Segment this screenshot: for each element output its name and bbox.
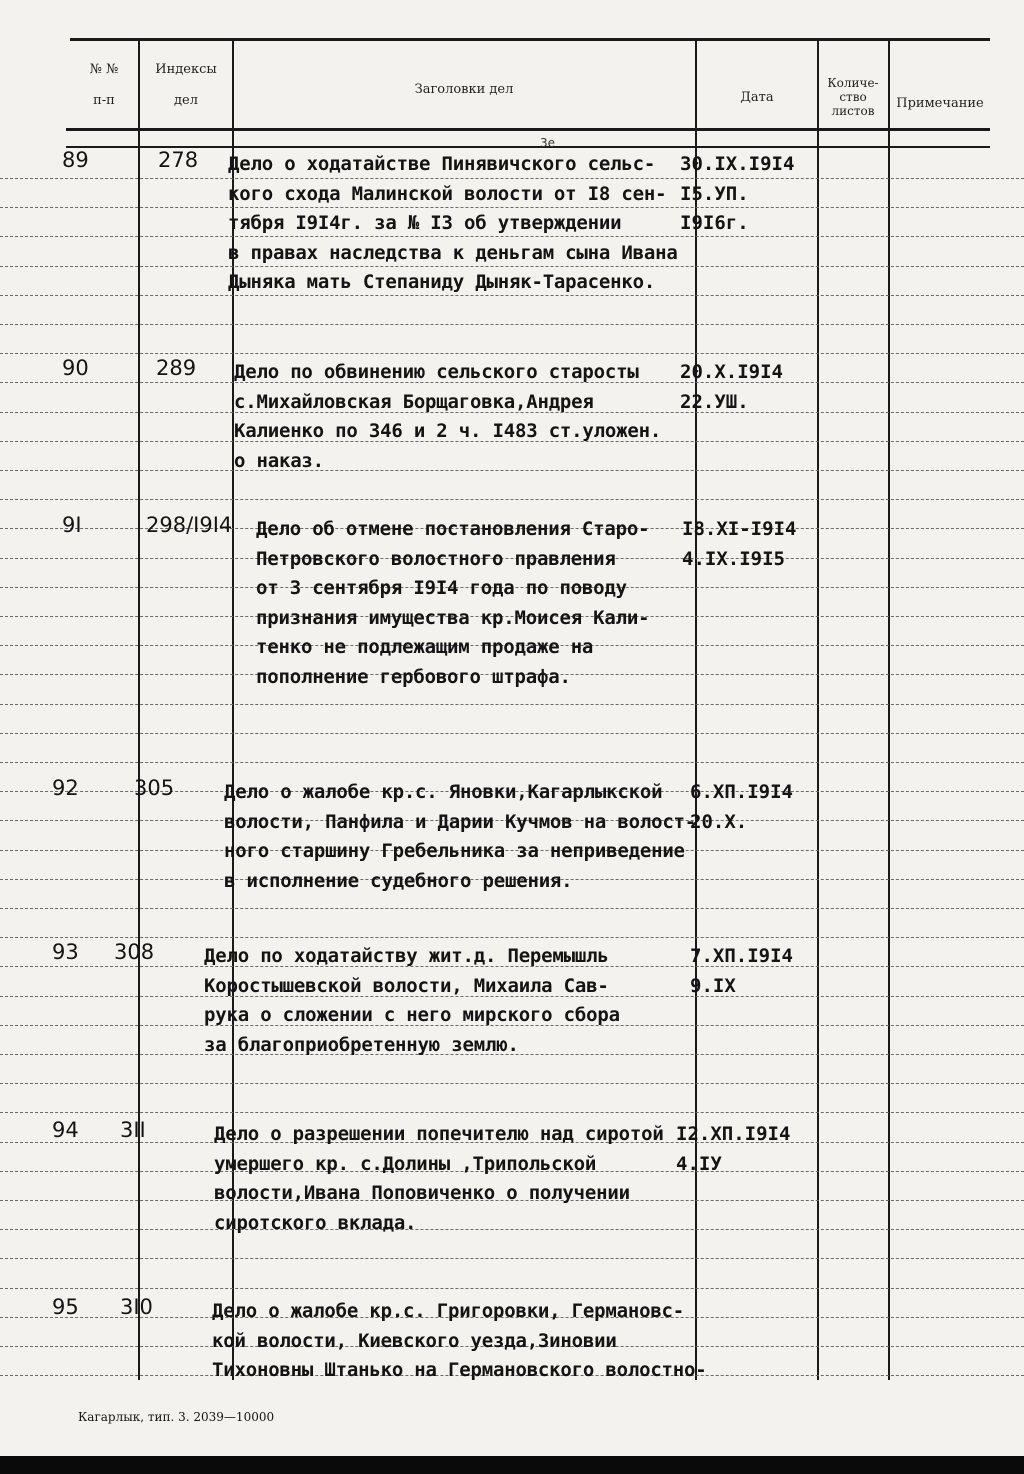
entry-date: 4.IX.I9I5: [682, 547, 785, 570]
header-num-line2: п-п: [93, 93, 115, 108]
entry-date: 4.IУ: [676, 1152, 722, 1175]
entry-title-line: кой волости, Киевского уезда,Зиновии: [212, 1329, 617, 1352]
entry-title-line: Дело по обвинению сельского старосты: [234, 361, 639, 383]
ledger-line: [0, 908, 1024, 910]
header-index-line2: дел: [174, 93, 198, 108]
entry-title-line: рука о сложении с него мирского сбора: [204, 1004, 620, 1026]
ledger-line: [0, 499, 1024, 501]
entry-number: 9I: [62, 513, 82, 537]
header-date: Дата: [740, 90, 774, 105]
entry-title-line: в исполнение судебного решения.: [224, 869, 573, 892]
entry-date: I5.УП.: [680, 182, 749, 205]
entry-title-line: за благоприобретенную землю.: [204, 1033, 519, 1056]
entry-index: 305: [134, 776, 175, 800]
header-count: [818, 76, 888, 118]
entry-title-line: с.Михайловская Борщаговка,Андрея: [234, 390, 594, 413]
entry-title-line: Коростышевской волости, Михаила Сав-: [204, 974, 609, 997]
entry-index: 278: [158, 148, 199, 172]
entry-title-line: тенко не подлежащим продаже на: [256, 636, 594, 658]
print-footer: Кагарлык, тип. 3. 2039—10000: [78, 1410, 275, 1424]
header-index-line1: Индексы: [155, 62, 217, 77]
header-bottom-rule-2: [66, 146, 990, 148]
scan-edge: [0, 1456, 1024, 1474]
entry-date: 30.IX.I9I4: [680, 153, 795, 175]
entry-title-line: Дыняка мать Степаниду Дыняк-Тарасенко.: [228, 271, 656, 293]
header-count-line2: ство: [839, 90, 867, 104]
header-bottom-rule: [66, 128, 990, 131]
ledger-line: [0, 470, 1024, 472]
entry-date: 20.X.I9I4: [680, 361, 783, 383]
entry-number: 94: [52, 1118, 79, 1142]
header-count-line3: листов: [831, 104, 875, 118]
entry-title-line: умершего кр. с.Долины ,Трипольской: [214, 1152, 597, 1175]
header-title: Заголовки дел: [414, 82, 514, 97]
header-count-line1: Количе-: [827, 76, 879, 90]
entry-date: 6.ХП.I9I4: [690, 781, 793, 803]
header-index: [140, 62, 232, 108]
entry-date: I8.XI-I9I4: [682, 518, 797, 540]
entry-title-line: Тихоновны Штанько на Германовского волостно-: [212, 1359, 707, 1381]
entry-title-line: пополнение гербового штрафа.: [256, 665, 571, 688]
entry-date: 7.ХП.I9I4: [690, 945, 793, 967]
ledger-line: [0, 1112, 1024, 1114]
entry-title-line: Калиенко по 346 и 2 ч. I483 ст.уложен.: [234, 420, 662, 442]
entry-title-line: признания имущества кр.Моисея Кали-: [256, 606, 650, 629]
entry-title-line: Дело о жалобе кр.с. Яновки,Кагарлыкской: [224, 781, 663, 803]
ledger-line: [0, 762, 1024, 764]
handwritten-annotation: 3е: [540, 136, 556, 150]
entry-title-line: Дело о ходатайстве Пинявичского сельс-: [228, 153, 656, 175]
entry-index: 298/I9I4: [146, 513, 233, 537]
entry-title-line: Дело по ходатайству жит.д. Перемышль: [204, 945, 609, 967]
ledger-line: [0, 1258, 1024, 1260]
entry-number: 93: [52, 940, 79, 964]
entry-date: I9I6г.: [680, 212, 749, 234]
entry-index: 289: [156, 356, 197, 380]
entry-title-line: волости, Панфила и Дарии Кучмов на волост-: [224, 810, 697, 833]
ledger-line: [0, 324, 1024, 326]
ledger-line: [0, 1229, 1024, 1231]
ledger-line: [0, 733, 1024, 735]
entry-date: 20.Х.: [690, 810, 748, 833]
entry-title-line: Дело о жалобе кр.с. Григоровки, Германовс-: [212, 1300, 685, 1322]
entry-number: 95: [52, 1295, 79, 1319]
ledger-line: [0, 704, 1024, 706]
header-num: [72, 62, 136, 108]
header-num-line1: № №: [89, 62, 119, 77]
col-divider-3: [695, 40, 697, 1380]
entry-index: 308: [114, 940, 155, 964]
col-divider-1: [138, 40, 140, 1380]
entry-date: 9.IX: [690, 974, 736, 997]
col-divider-5: [888, 40, 890, 1380]
entry-title-line: тября I9I4г. за № I3 об утверждении: [228, 212, 622, 234]
entry-title-line: от 3 сентября I9I4 года по поводу: [256, 577, 627, 599]
entry-title-line: сиротского вклада.: [214, 1211, 417, 1234]
header-note: Примечание: [896, 96, 984, 111]
entry-title-line: Дело о разрешении попечителю над сиротой: [214, 1123, 664, 1145]
ledger-line: [0, 1288, 1024, 1290]
ledger-line: [0, 937, 1024, 939]
entry-title-line: волости,Ивана Поповиченко о получении: [214, 1182, 630, 1204]
entry-title-line: ного старшину Гребельника за неприведение: [224, 840, 685, 862]
entry-title-line: кого схода Малинской волости от I8 сен-: [228, 182, 667, 205]
ledger-line: [0, 353, 1024, 355]
entry-title-line: Петровского волостного правления: [256, 547, 616, 570]
entry-title-line: в правах наследства к деньгам сына Ивана: [228, 241, 678, 264]
entry-number: 92: [52, 776, 79, 800]
col-divider-4: [817, 40, 819, 1380]
entry-title-line: о наказ.: [234, 449, 324, 472]
entry-number: 89: [62, 148, 89, 172]
top-rule: [70, 38, 990, 41]
entry-number: 90: [62, 356, 89, 380]
ledger-line: [0, 1083, 1024, 1085]
entry-index: 3I0: [120, 1295, 153, 1319]
entry-date: 22.УШ.: [680, 390, 749, 413]
entry-title-line: Дело об отмене постановления Старо-: [256, 518, 650, 540]
entry-index: 3II: [120, 1118, 146, 1142]
entry-date: I2.ХП.I9I4: [676, 1123, 791, 1145]
